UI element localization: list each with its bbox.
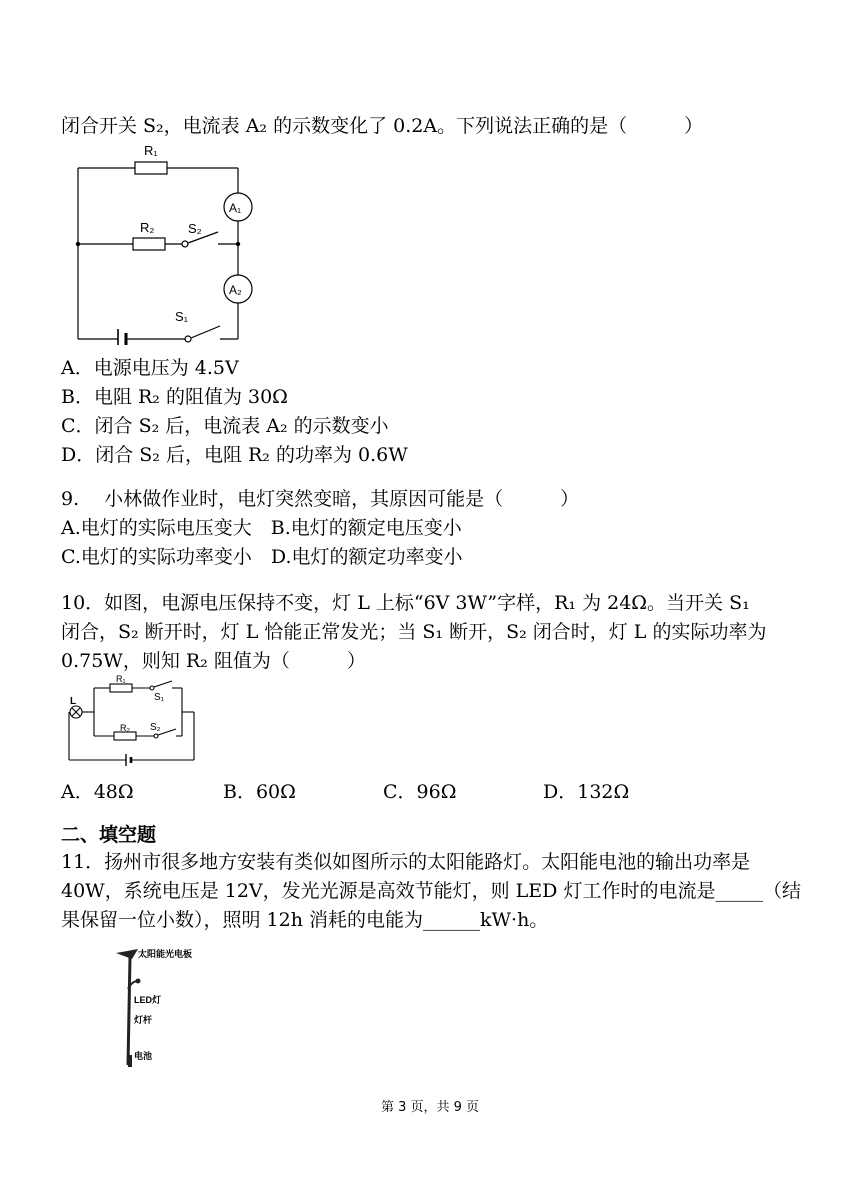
q10-option-b: B．60Ω xyxy=(223,781,296,803)
q8-a2-label: A₂ xyxy=(229,283,242,297)
q8-option-d: D．闭合 S₂ 后，电阻 R₂ 的功率为 0.6W xyxy=(61,444,408,466)
q10-option-c: C．96Ω xyxy=(383,781,457,803)
q8-option-c: C．闭合 S₂ 后，电流表 A₂ 的示数变小 xyxy=(61,415,389,437)
q10-line1: 10．如图，电源电压保持不变，灯 L 上标“6V 3W”字样，R₁ 为 24Ω。当开关 S₁ xyxy=(61,592,750,614)
page-footer: 第 3 页，共 9 页 xyxy=(380,1100,480,1115)
q8-option-a: A．电源电压为 4.5V xyxy=(61,357,239,379)
q9-options-line2: C.电灯的实际功率变小 D.电灯的额定功率变小 xyxy=(61,546,463,568)
lamp-pole-label: 灯杆 xyxy=(134,1015,153,1025)
q8-option-b: B．电阻 R₂ 的阻值为 30Ω xyxy=(61,386,288,408)
q9-stem: 9. 小林做作业时，电灯突然变暗，其原因可能是（ ） xyxy=(61,488,580,510)
q8-a1-label: A₁ xyxy=(229,201,242,215)
section-title: 二、填空题 xyxy=(61,824,157,846)
q11-line1: 11．扬州市很多地方安装有类似如图所示的太阳能路灯。太阳能电池的输出功率是 xyxy=(61,851,751,873)
q8-circuit-diagram xyxy=(60,140,270,345)
q11-line3: 果保留一位小数），照明 12h 消耗的电能为______kW·h。 xyxy=(61,909,549,931)
q8-stem: 闭合开关 S₂，电流表 A₂ 的示数变化了 0.2A。下列说法正确的是（ ） xyxy=(61,115,704,137)
battery-label: 电池 xyxy=(134,1051,153,1061)
q10-line3: 0.75W，则知 R₂ 阻值为（ ） xyxy=(61,650,366,672)
q11-line2: 40W，系统电压是 12V，发光光源是高效节能灯，则 LED 灯工作时的电流是_____（结 xyxy=(61,880,801,902)
solar-street-light-figure xyxy=(108,945,218,1070)
q10-s1-label: S₁ xyxy=(154,692,165,703)
q10-option-d: D．132Ω xyxy=(543,781,630,803)
led-lamp-label: LED灯 xyxy=(134,995,162,1005)
q10-option-a: A．48Ω xyxy=(61,781,134,803)
q8-s2-label: S₂ xyxy=(188,221,202,236)
q10-line2: 闭合，S₂ 断开时，灯 L 恰能正常发光；当 S₁ 断开，S₂ 闭合时，灯 L 的实际功率为 xyxy=(61,621,767,643)
q10-s2-label: S₂ xyxy=(150,722,161,733)
q8-r2-label: R₂ xyxy=(140,220,155,235)
q9-options-line1: A.电灯的实际电压变大 B.电灯的额定电压变小 xyxy=(61,517,462,539)
q8-s1-label: S₁ xyxy=(175,309,189,324)
q10-r2-label: R₂ xyxy=(120,723,130,733)
q10-circuit-diagram xyxy=(62,672,202,770)
q10-r1-label: R₁ xyxy=(116,674,126,684)
q10-lamp-label: L xyxy=(70,696,77,707)
solar-panel-label: 太阳能光电板 xyxy=(138,949,193,959)
q8-r1-label: R₁ xyxy=(144,143,158,158)
